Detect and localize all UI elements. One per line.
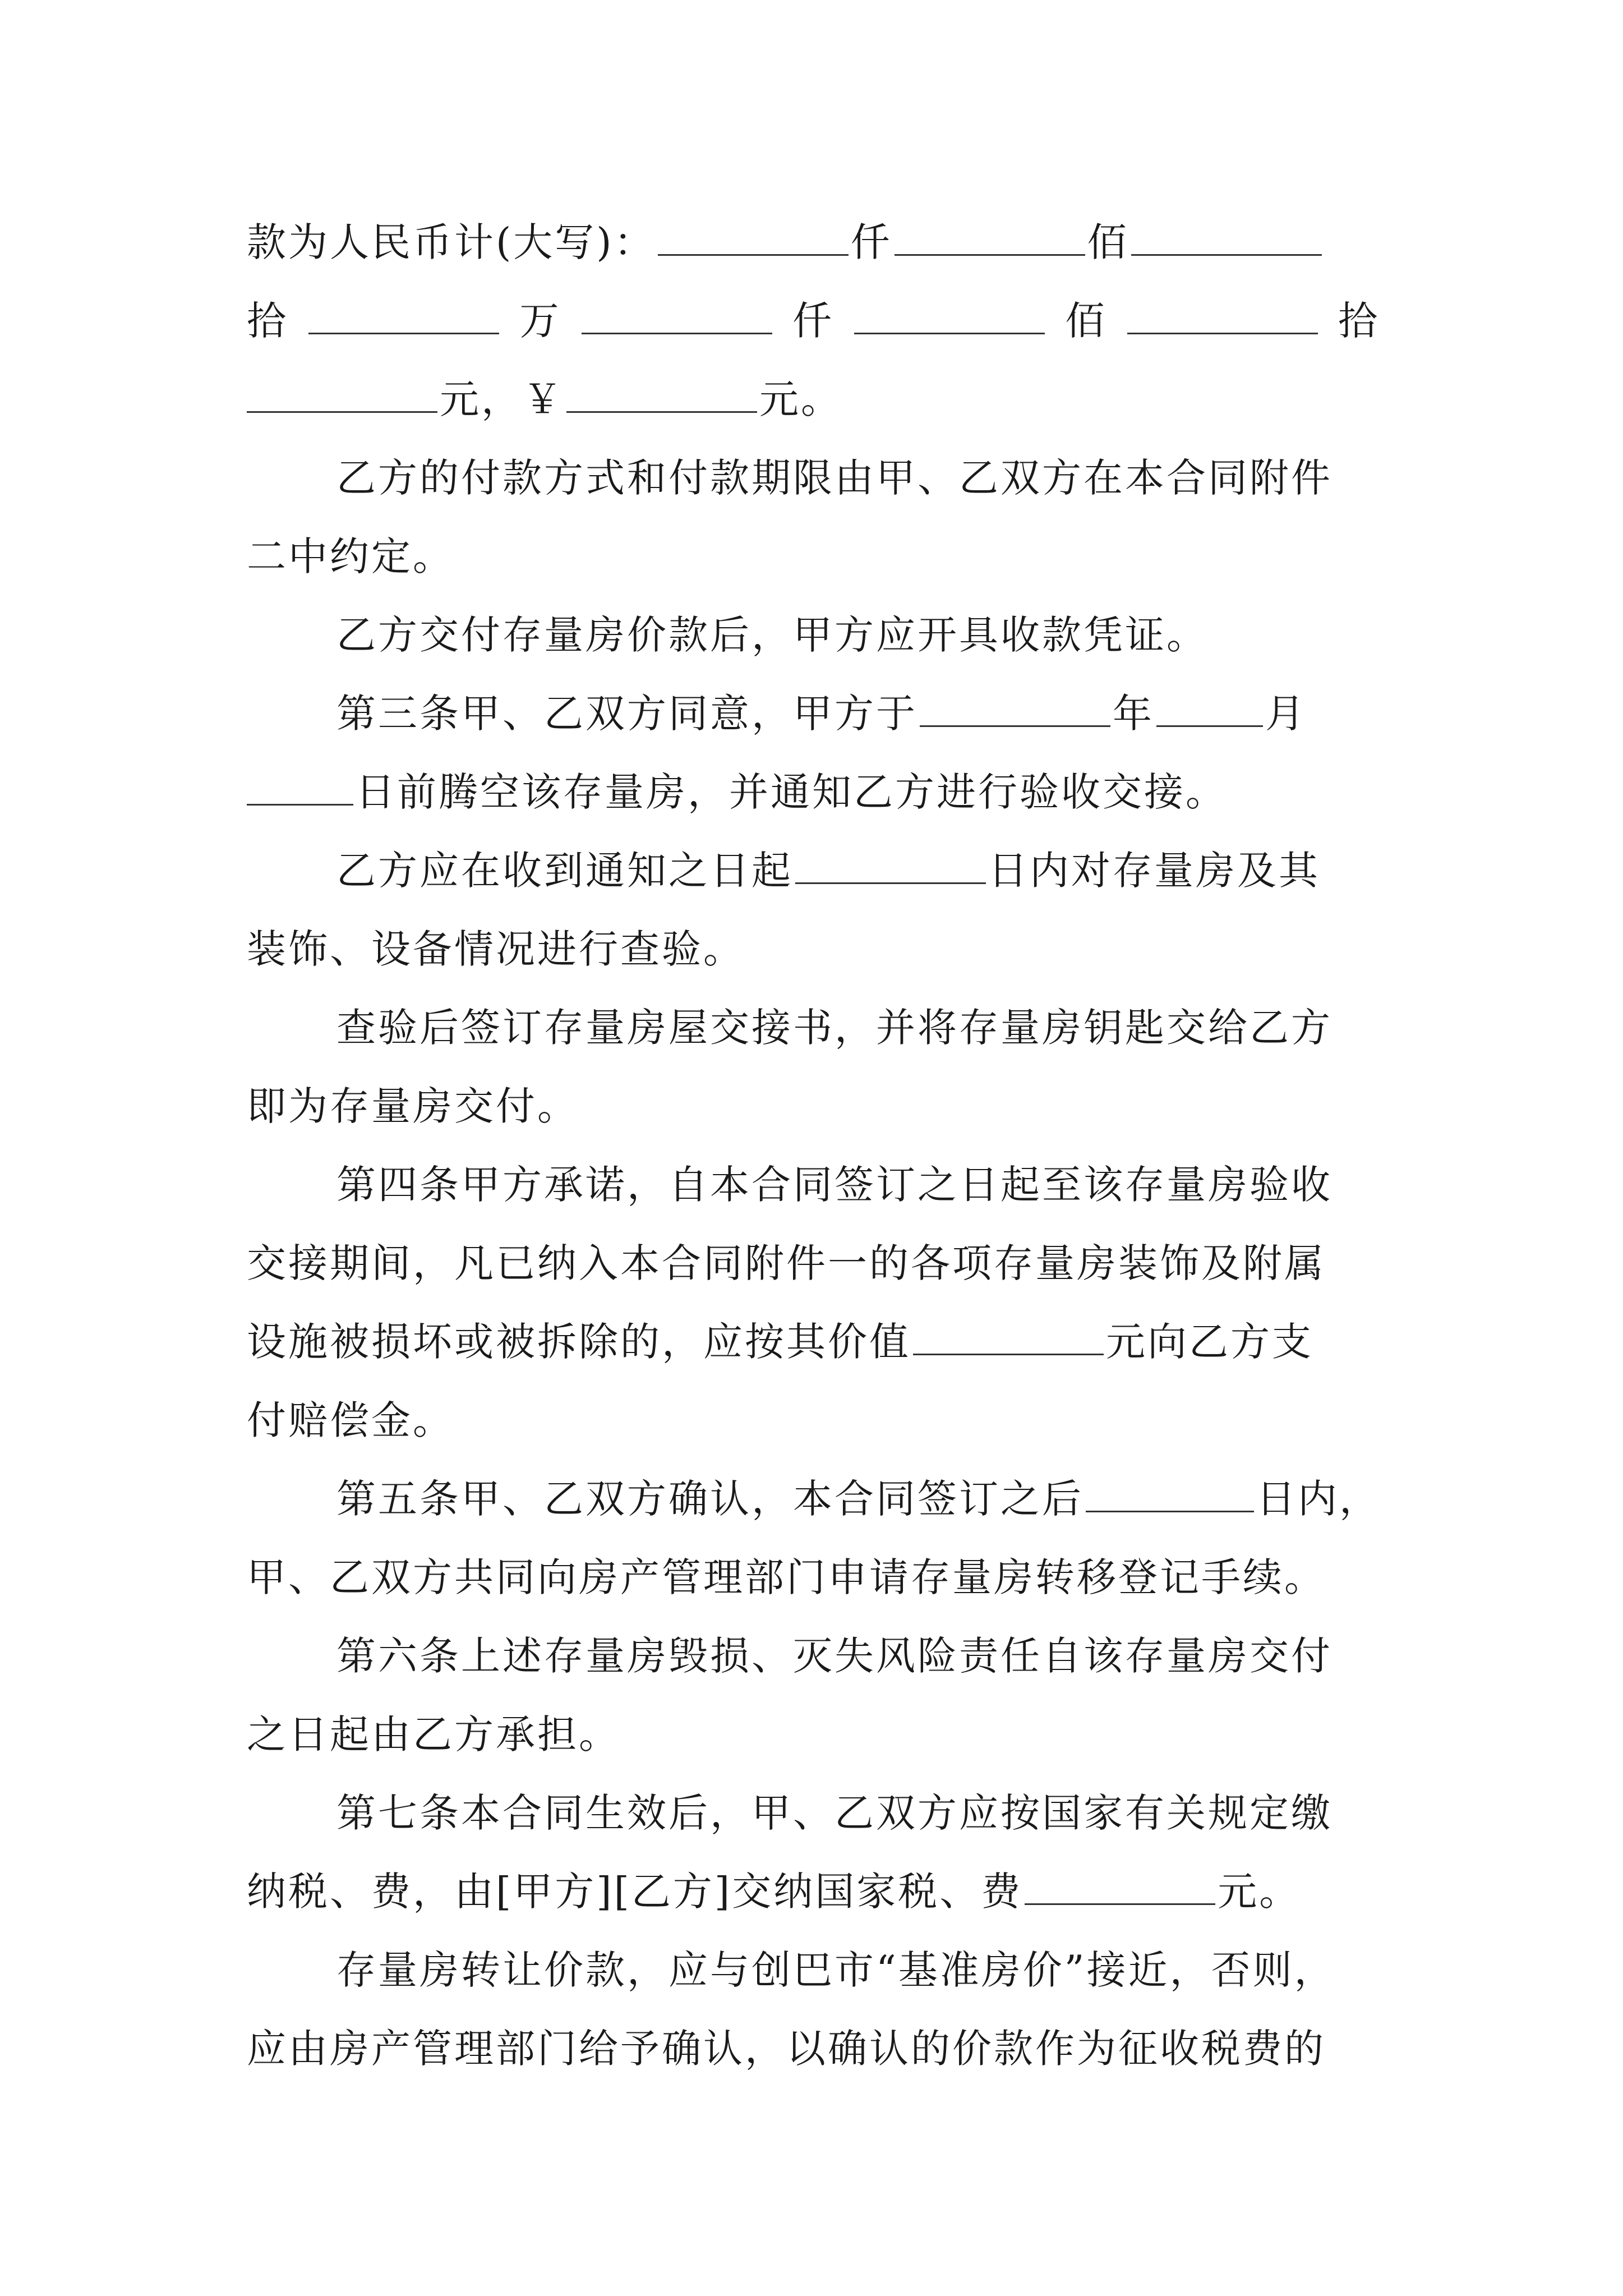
line-text: 元。	[759, 376, 842, 422]
text-line	[247, 910, 1380, 988]
text-line	[247, 1381, 1380, 1460]
line-text: 佰	[1087, 219, 1129, 265]
text-line	[247, 360, 1380, 439]
line-text: 纳税、费，由[甲方][乙方]交纳国家税、费	[247, 1869, 1023, 1915]
line-text: 年	[1113, 691, 1154, 737]
blank-field[interactable]	[1127, 293, 1318, 334]
line-text: 第六条上述存量房毁损、灭失风险责任自该存量房交付	[336, 1633, 1332, 1679]
line-text: 第三条甲、乙双方同意，甲方于	[336, 691, 917, 737]
blank-field[interactable]	[1025, 1864, 1215, 1905]
line-text: 甲、乙双方共同向房产管理部门申请存量房转移登记手续。	[247, 1554, 1326, 1600]
blank-field[interactable]	[566, 372, 757, 413]
text-line	[247, 2009, 1380, 2088]
line-text: 二中约定。	[247, 533, 454, 579]
paragraph-line	[336, 1774, 1380, 1852]
line-text: 查验后签订存量房屋交接书，并将存量房钥匙交给乙方	[336, 1005, 1332, 1051]
blank-field[interactable]	[895, 215, 1085, 256]
blank-field[interactable]	[247, 372, 437, 413]
paragraph-line	[336, 439, 1380, 517]
line-text: 装饰、设备情况进行查验。	[247, 926, 745, 972]
paragraph-line	[336, 1617, 1380, 1695]
text-line	[247, 753, 1380, 831]
paragraph-line	[336, 596, 1380, 674]
line-text: 仟	[850, 219, 892, 265]
paragraph-line	[336, 988, 1380, 1067]
line-text: 月	[1265, 691, 1307, 737]
blank-field[interactable]	[1131, 215, 1322, 256]
text-line	[247, 1695, 1380, 1774]
text-line	[247, 203, 1380, 282]
text-line	[247, 1067, 1380, 1145]
blank-field[interactable]	[1156, 686, 1263, 727]
line-text: 交接期间，凡已纳入本合同附件一的各项存量房装饰及附属	[247, 1240, 1326, 1286]
line-text: 元。	[1218, 1869, 1301, 1915]
line-text: 元向乙方支	[1106, 1319, 1313, 1365]
line-text: 第四条甲方承诺，自本合同签订之日起至该存量房验收	[336, 1162, 1332, 1208]
line-text: 款为人民币计(大写)：	[247, 219, 656, 265]
line-text: 存量房转让价款，应与创巴市“基准房价”接近，否则，	[336, 1947, 1336, 1993]
text-line	[247, 517, 1380, 596]
blank-field[interactable]	[795, 843, 986, 884]
line-text: 之日起由乙方承担。	[247, 1711, 620, 1757]
line-text: 设施被损坏或被拆除的，应按其价值	[247, 1319, 911, 1365]
blank-field[interactable]	[1086, 1471, 1254, 1512]
line-text: 拾	[247, 298, 288, 344]
blank-field[interactable]	[913, 1314, 1104, 1355]
line-text: 应由房产管理部门给予确认，以确认的价款作为征收税费的	[247, 2026, 1326, 2072]
paragraph-line	[336, 831, 1380, 910]
line-text: 付赔偿金。	[247, 1397, 454, 1443]
blank-field[interactable]	[658, 215, 849, 256]
blank-field[interactable]	[308, 293, 499, 334]
line-text: 万	[519, 298, 561, 344]
paragraph-line	[336, 674, 1380, 753]
line-text: 佰	[1065, 298, 1107, 344]
line-text: 仟	[792, 298, 834, 344]
text-line	[247, 1852, 1380, 1931]
line-text: 元，￥	[440, 376, 564, 422]
blank-field[interactable]	[920, 686, 1110, 727]
line-text: 日前腾空该存量房，并通知乙方进行验收交接。	[356, 769, 1227, 815]
line-text: 乙方交付存量房价款后，甲方应开具收款凭证。	[336, 612, 1208, 658]
line-text: 日内，	[1256, 1476, 1381, 1522]
text-line	[247, 1224, 1380, 1303]
text-line	[247, 282, 1380, 360]
paragraph-line	[336, 1460, 1380, 1538]
text-line	[247, 1303, 1380, 1381]
line-text: 乙方应在收到通知之日起	[336, 848, 793, 894]
line-text: 第七条本合同生效后，甲、乙双方应按国家有关规定缴	[336, 1790, 1332, 1836]
line-text: 日内对存量房及其	[988, 848, 1320, 894]
line-text: 拾	[1338, 298, 1380, 344]
blank-field[interactable]	[854, 293, 1045, 334]
paragraph-line	[336, 1931, 1380, 2009]
paragraph-line	[336, 1145, 1380, 1224]
text-line	[247, 1538, 1380, 1617]
line-text: 第五条甲、乙双方确认，本合同签订之后	[336, 1476, 1083, 1522]
blank-field[interactable]	[247, 765, 353, 806]
blank-field[interactable]	[582, 293, 772, 334]
line-text: 即为存量房交付。	[247, 1083, 579, 1129]
line-text: 乙方的付款方式和付款期限由甲、乙双方在本合同附件	[336, 455, 1332, 501]
